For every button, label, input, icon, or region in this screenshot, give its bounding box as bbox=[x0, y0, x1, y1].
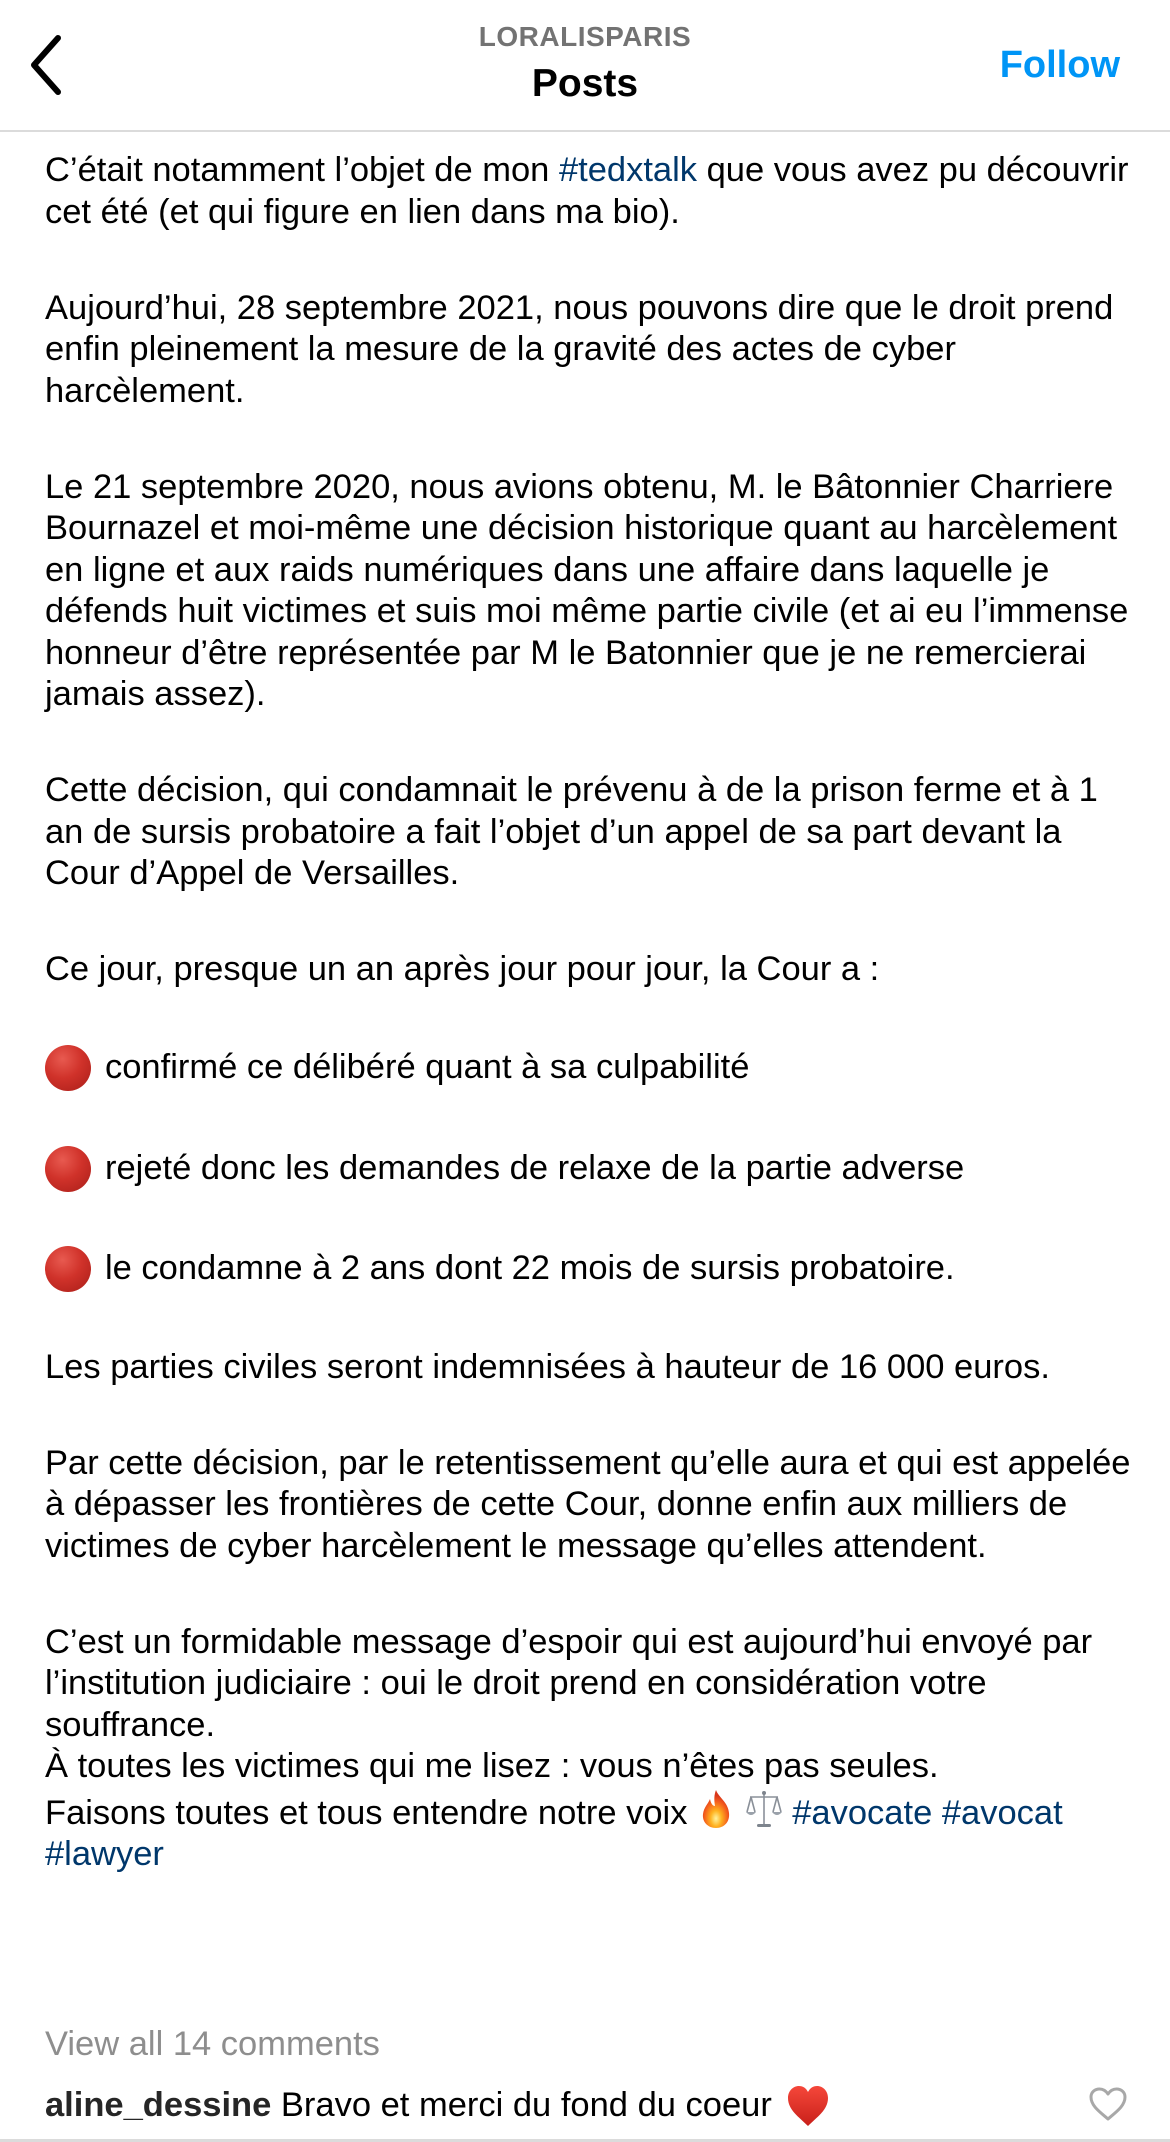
bullet-text: le condamne à 2 ans dont 22 mois de sursis probatoire. bbox=[105, 1249, 955, 1288]
hashtag-link[interactable]: #tedxtalk bbox=[558, 151, 698, 189]
heart-outline-icon bbox=[1088, 2086, 1128, 2122]
hashtag-link[interactable]: #lawyer bbox=[45, 1835, 164, 1873]
comment-item bbox=[45, 2083, 1045, 2128]
caption-paragraph: Ce jour, presque un an après jour pour jour, la Cour a : bbox=[45, 950, 880, 988]
view-all-comments-link[interactable]: View all 14 comments bbox=[45, 2025, 380, 2063]
bullet-text: rejeté donc les demandes de relaxe de la partie adverse bbox=[105, 1148, 965, 1187]
caption-paragraph: Les parties civiles seront indemnisées à hauteur de 16 000 euros. bbox=[45, 1347, 1050, 1386]
caption-text: À toutes les victimes qui me lisez : vous n’êtes pas seules. bbox=[45, 1747, 939, 1785]
caption-text: Faisons toutes et tous entendre notre voix bbox=[45, 1793, 698, 1832]
bullet-item bbox=[45, 1246, 1135, 1292]
follow-button[interactable]: Follow bbox=[999, 44, 1120, 86]
comment-like-button[interactable] bbox=[1088, 2086, 1128, 2122]
bullet-item bbox=[45, 1045, 1135, 1091]
page-title: Posts bbox=[531, 62, 639, 105]
post-caption bbox=[45, 150, 1135, 1876]
caption-text: C’est un formidable message d’espoir qui est aujourd’hui envoyé par l’institution judiciaire : oui le droit prend en considération votre souffrance. bbox=[45, 1622, 1093, 1744]
bullet-item bbox=[45, 1146, 1135, 1192]
caption-paragraph: Cette décision, qui condamnait le prévenu à de la prison ferme et à 1 an de sursis probatoire a fait l’objet d’un appel de sa part devant la Cour d’Appel de Versailles. bbox=[45, 771, 1098, 892]
red-circle-icon bbox=[45, 1146, 91, 1192]
red-heart-icon bbox=[785, 2084, 831, 2128]
caption-paragraph: Aujourd’hui, 28 septembre 2021, nous pouvons dire que le droit prend enfin pleinement la mesure de la gravité des actes de cyber harcèlement. bbox=[45, 288, 1114, 410]
top-navigation-bar bbox=[0, 0, 1170, 132]
caption-paragraph bbox=[45, 150, 1135, 233]
comment-username[interactable]: aline_dessine bbox=[45, 2086, 272, 2124]
caption-text: C’était notamment l’objet de mon bbox=[45, 151, 559, 189]
comment-text: Bravo et merci du fond du coeur bbox=[280, 2086, 782, 2124]
fire-icon bbox=[697, 1788, 735, 1830]
caption-paragraph: Le 21 septembre 2020, nous avions obtenu, M. le Bâtonnier Charriere Bournazel et moi-même une décision historique quant au harcèlement en ligne et aux raids numériques dans une affaire dans laquelle je défends huit victimes et suis moi même partie civile (et ai eu l’immense honneur d’être représentée par M le Batonnier que je ne remercierai jamais assez). bbox=[45, 467, 1129, 713]
caption-paragraph: Par cette décision, par le retentissement qu’elle aura et qui est appelée à dépasser les frontières de cette Cour, donne enfin aux milliers de victimes de cyber harcèlement le message qu’elles attendent. bbox=[45, 1443, 1131, 1565]
caption-paragraph bbox=[45, 1622, 1135, 1876]
red-circle-icon bbox=[45, 1246, 91, 1292]
caption-text: que vous avez pu découvrir cet été (et qui figure en lien dans ma bio). bbox=[45, 151, 1129, 231]
red-circle-icon bbox=[45, 1045, 91, 1091]
bullet-text: confirmé ce délibéré quant à sa culpabilité bbox=[105, 1048, 750, 1087]
header-username: LORALISPARIS bbox=[478, 21, 692, 52]
hashtag-link[interactable]: #avocat bbox=[941, 1793, 1063, 1832]
hashtag-link[interactable]: #avocate bbox=[792, 1793, 933, 1832]
scales-icon bbox=[745, 1788, 783, 1830]
